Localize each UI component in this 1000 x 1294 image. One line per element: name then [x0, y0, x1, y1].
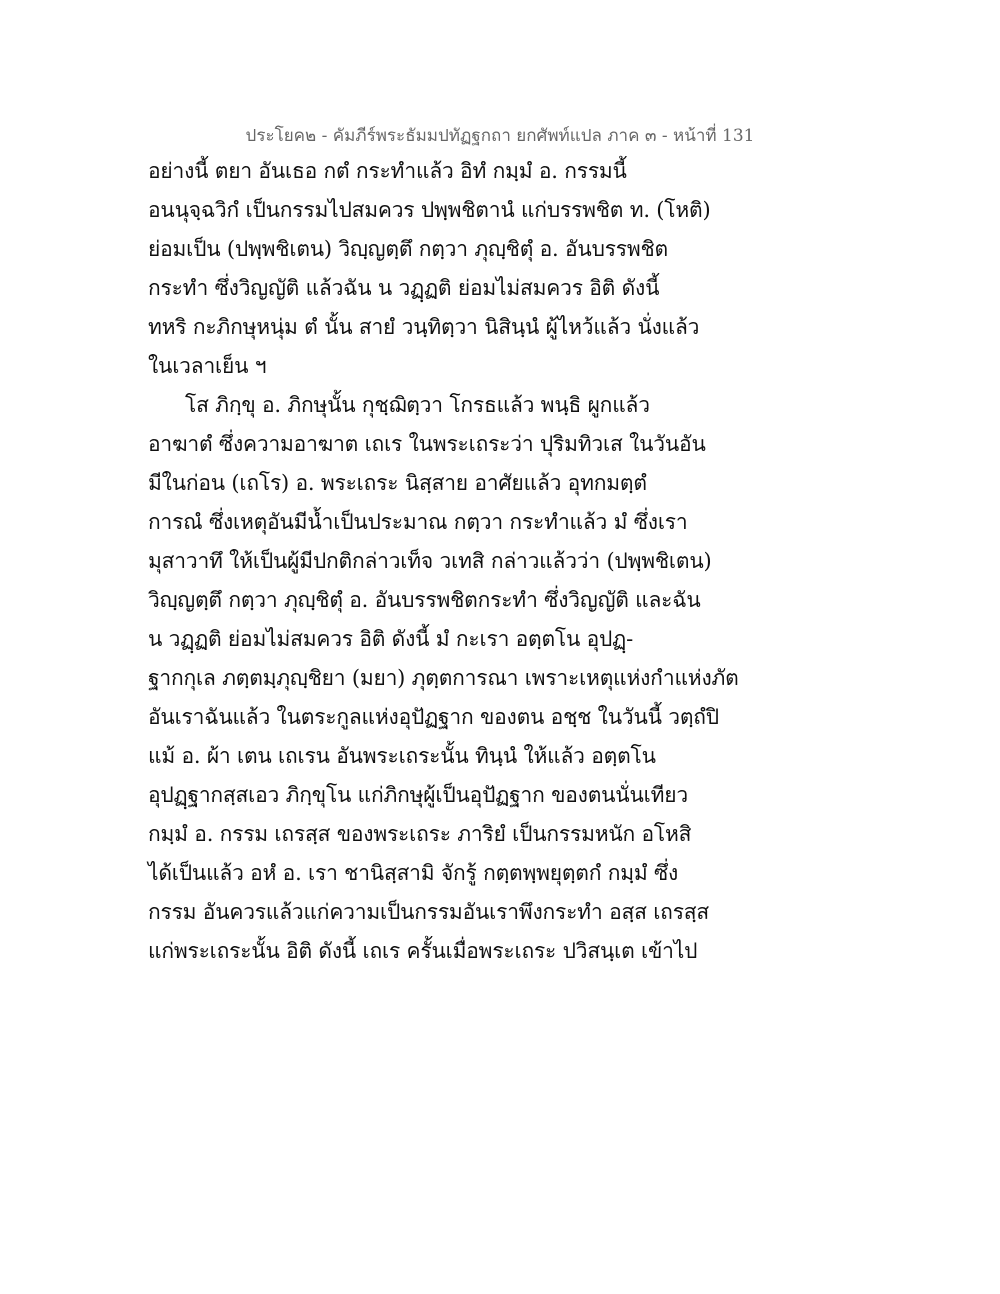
text-line: อันเราฉันแล้ว ในตระกูลแห่งอุปัฏฐาก ของตน อชฺช ในวันนี้ วตฺถํปิ — [148, 705, 719, 729]
text-line: ทหริ กะภิกษุหนุ่ม ตํ นั้น สายํ วนฺทิตฺวา นิสินฺนํ ผู้ไหว้แล้ว นั่งแล้ว — [148, 315, 700, 339]
text-line: วิญฺญตฺตึ กตฺวา ภุญฺชิตุํ อ. อันบรรพชิตกระทำ ซึ่งวิญญัติ และฉัน — [148, 588, 701, 612]
text-line: มีในก่อน (เถโร) อ. พระเถระ นิสฺสาย อาศัยแล้ว อุทกมตฺตํ — [148, 471, 647, 495]
text-line: น วฏฺฏติ ย่อมไม่สมควร อิติ ดังนี้ มํ กะเรา อตฺตโน อุปฏฺ- — [148, 627, 633, 651]
text-line: การณํ ซึ่งเหตุอันมีน้ำเป็นประมาณ กตฺวา กระทำแล้ว มํ ซึ่งเรา — [148, 510, 688, 534]
page-body — [148, 152, 739, 971]
text-line: ฐากกุเล ภตฺตมฺภุญฺชิยา (มยา) ภุตฺตการณา เพราะเหตุแห่งกำแห่งภัต — [148, 666, 739, 690]
text-line: แม้ อ. ผ้า เตน เถเรน อันพระเถระนั้น ทินฺนํ ให้แล้ว อตฺตโน — [148, 744, 656, 768]
text-line: ย่อมเป็น (ปพฺพชิเตน) วิญฺญตฺตึ กตฺวา ภุญฺชิตุํ อ. อันบรรพชิต — [148, 237, 668, 261]
text-line: อาฆาตํ ซึ่งความอาฆาต เถเร ในพระเถระว่า ปุริมทิวเส ในวันอัน — [148, 432, 706, 456]
paragraph-start-line: โส ภิกฺขุ อ. ภิกษุนั้น กุชฺฌิตฺวา โกรธแล้ว พนฺธิ ผูกแล้ว — [185, 393, 650, 417]
text-line: กรรม อันควรแล้วแก่ความเป็นกรรมอันเราพึงกระทำ อสฺส เถรสฺส — [148, 900, 710, 924]
text-line: อุปฏฺฐากสฺสเอว ภิกฺขุโน แก่ภิกษุผู้เป็นอุปัฏฐาก ของตนนั่นเทียว — [148, 783, 688, 807]
text-line: ได้เป็นแล้ว อหํ อ. เรา ชานิสฺสามิ จักรู้ กตฺตพฺพยุตฺตกํ กมฺมํ ซึ่ง — [148, 861, 679, 885]
text-line: มุสาวาทึ ให้เป็นผู้มีปกติกล่าวเท็จ วเทสิ กล่าวแล้วว่า (ปพฺพชิเตน) — [148, 549, 712, 573]
text-line: อย่างนี้ ตยา อันเธอ กตํ กระทำแล้ว อิทํ กมฺมํ อ. กรรมนี้ — [148, 159, 627, 183]
text-line: กมฺมํ อ. กรรม เถรสฺส ของพระเถระ ภาริยํ เป็นกรรมหนัก อโหสิ — [148, 822, 692, 846]
text-line: อนนุจฺฉวิกํ เป็นกรรมไปสมควร ปพฺพชิตานํ แก่บรรพชิต ท. (โหติ) — [148, 198, 711, 222]
text-line: ในเวลาเย็น ฯ — [148, 354, 267, 378]
page-header: ประโยค๒ - คัมภีร์พระธัมมปทัฏฐกถา ยกศัพท์แปล ภาค ๓ - หน้าที่ 131 — [245, 126, 755, 146]
text-line: แก่พระเถระนั้น อิติ ดังนี้ เถเร ครั้นเมื่อพระเถระ ปวิสนฺเต เข้าไป — [148, 939, 698, 963]
text-line: กระทำ ซึ่งวิญญัติ แล้วฉัน น วฏฺฏติ ย่อมไม่สมควร อิติ ดังนี้ — [148, 276, 660, 300]
